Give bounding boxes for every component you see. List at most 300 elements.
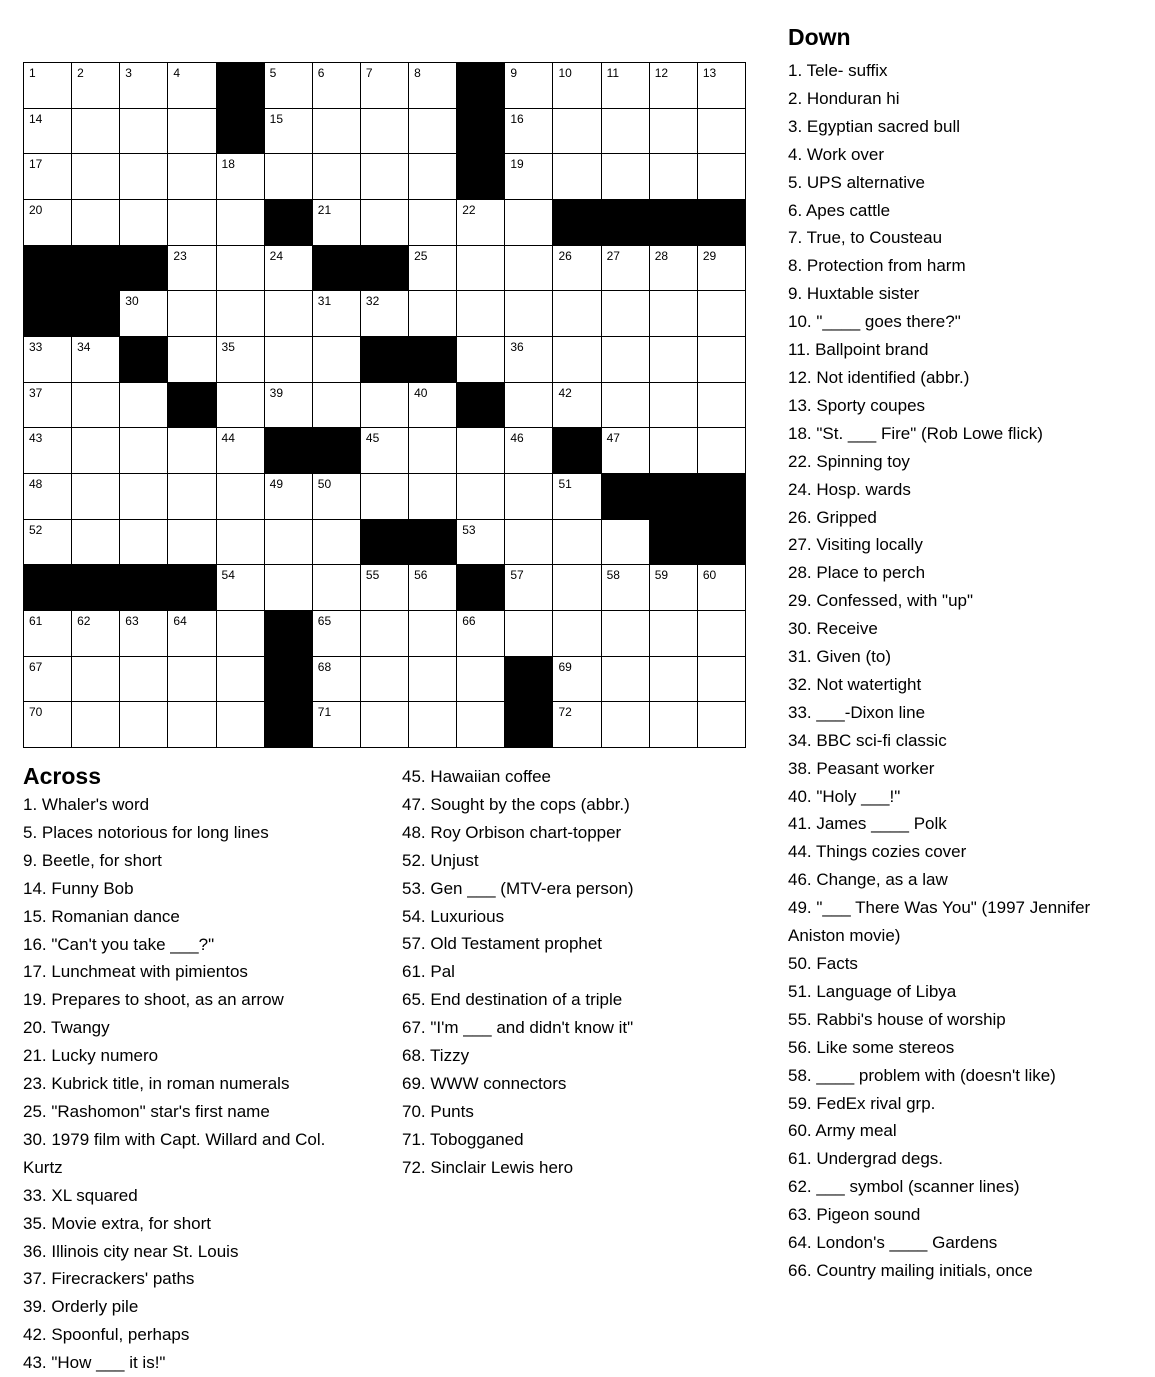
grid-cell[interactable]	[457, 611, 504, 656]
grid-cell[interactable]	[168, 246, 215, 291]
clue-item: 36. Illinois city near St. Louis	[23, 1241, 239, 1261]
black-square	[120, 337, 167, 382]
grid-cell[interactable]	[553, 246, 600, 291]
clue-item: 41. James ____ Polk	[788, 814, 947, 834]
across-clue-list-1	[23, 791, 393, 1377]
clue-item: 31. Given (to)	[788, 647, 891, 667]
clue-item: 21. Lucky numero	[23, 1046, 159, 1066]
grid-cell[interactable]	[698, 383, 745, 428]
grid-cell[interactable]	[72, 474, 119, 519]
grid-cell[interactable]	[602, 109, 649, 154]
grid-cell[interactable]	[265, 474, 312, 519]
clue-number: 60	[702, 568, 717, 583]
black-square	[698, 200, 745, 245]
grid-cell[interactable]	[217, 702, 264, 747]
grid-cell[interactable]	[602, 520, 649, 565]
grid-cell[interactable]	[313, 702, 360, 747]
clue-number: 28	[654, 248, 669, 263]
grid-cell[interactable]	[361, 428, 408, 473]
grid-cell[interactable]	[361, 657, 408, 702]
clue-item: 42. Spoonful, perhaps	[23, 1325, 190, 1345]
clue-item: 25. "Rashomon" star's first name	[23, 1101, 270, 1121]
grid-cell[interactable]	[24, 200, 71, 245]
grid-cell[interactable]	[361, 109, 408, 154]
grid-cell[interactable]	[24, 702, 71, 747]
grid-cell[interactable]	[265, 520, 312, 565]
grid-cell[interactable]	[168, 337, 215, 382]
grid-cell[interactable]	[361, 63, 408, 108]
clue-item: 29. Confessed, with "up"	[788, 591, 974, 611]
grid-cell[interactable]	[602, 63, 649, 108]
grid-cell[interactable]	[698, 63, 745, 108]
clue-item: 10. "____ goes there?"	[788, 312, 961, 332]
grid-cell[interactable]	[217, 246, 264, 291]
clue-item: 56. Like some stereos	[788, 1037, 955, 1057]
clue-item: 39. Orderly pile	[23, 1297, 139, 1317]
grid-cell[interactable]	[168, 611, 215, 656]
grid-cell[interactable]	[120, 702, 167, 747]
clue-item: 37. Firecrackers' paths	[23, 1269, 195, 1289]
black-square	[24, 246, 71, 291]
grid-cell[interactable]	[24, 63, 71, 108]
clue-item: 67. "I'm ___ and didn't know it"	[402, 1018, 634, 1038]
clue-item: 1. Whaler's word	[23, 795, 150, 814]
grid-cell[interactable]	[217, 337, 264, 382]
grid-cell[interactable]	[72, 611, 119, 656]
grid-cell[interactable]	[24, 520, 71, 565]
grid-cell[interactable]	[24, 109, 71, 154]
clue-number: 49	[269, 477, 284, 491]
grid-cell[interactable]	[313, 520, 360, 565]
clue-item: 62. ___ symbol (scanner lines)	[788, 1177, 1020, 1197]
grid-cell[interactable]	[72, 337, 119, 382]
clue-item: Kurtz	[23, 1157, 63, 1177]
grid-cell[interactable]	[217, 291, 264, 336]
grid-cell[interactable]	[265, 154, 312, 199]
clue-item: 30. 1979 film with Capt. Willard and Col.	[23, 1129, 326, 1149]
grid-cell[interactable]	[168, 109, 215, 154]
clue-number: 7	[365, 66, 373, 80]
clue-number: 17	[29, 157, 43, 172]
black-square	[265, 611, 312, 656]
grid-cell[interactable]	[120, 291, 167, 336]
clue-item: 27. Visiting locally	[788, 535, 923, 555]
grid-cell[interactable]	[650, 154, 697, 199]
grid-cell[interactable]	[313, 474, 360, 519]
grid-cell[interactable]	[217, 428, 264, 473]
grid-cell[interactable]	[650, 383, 697, 428]
grid-cell[interactable]	[602, 428, 649, 473]
grid-cell[interactable]	[265, 109, 312, 154]
clue-item: 55. Rabbi's house of worship	[788, 1009, 1006, 1029]
grid-cell[interactable]	[313, 383, 360, 428]
clue-number: 24	[269, 248, 284, 263]
clue-item: 6. Apes cattle	[788, 200, 891, 220]
grid-cell[interactable]	[553, 474, 600, 519]
grid-cell[interactable]	[457, 702, 504, 747]
grid-cell[interactable]	[24, 154, 71, 199]
grid-cell[interactable]	[650, 337, 697, 382]
grid-cell[interactable]	[553, 702, 600, 747]
clue-number: 32	[365, 294, 380, 309]
grid-cell[interactable]	[409, 109, 456, 154]
grid-cell[interactable]	[72, 702, 119, 747]
grid-cell[interactable]	[265, 63, 312, 108]
grid-cell[interactable]	[553, 657, 600, 702]
clue-item: 9. Beetle, for short	[23, 850, 162, 870]
clue-item: 9. Huxtable sister	[788, 284, 920, 304]
clue-item: 49. "___ There Was You" (1997 Jennifer	[788, 898, 1091, 918]
grid-cell[interactable]	[650, 63, 697, 108]
grid-cell[interactable]	[120, 63, 167, 108]
grid-cell[interactable]	[265, 246, 312, 291]
black-square	[217, 63, 264, 108]
clue-number: 26	[558, 248, 572, 263]
grid-cell[interactable]	[168, 474, 215, 519]
grid-cell[interactable]	[553, 383, 600, 428]
grid-cell[interactable]	[553, 63, 600, 108]
grid-cell[interactable]	[120, 657, 167, 702]
clue-item: 30. Receive	[788, 619, 878, 639]
clue-number: 37	[29, 385, 43, 400]
clue-number: 56	[414, 568, 428, 583]
grid-cell[interactable]	[24, 657, 71, 702]
grid-cell[interactable]	[553, 520, 600, 565]
grid-cell[interactable]	[409, 565, 456, 610]
clue-number: 23	[173, 248, 187, 263]
grid-cell[interactable]	[505, 611, 552, 656]
black-square	[217, 109, 264, 154]
clue-number: 62	[77, 614, 91, 628]
grid-cell[interactable]	[120, 383, 167, 428]
grid-cell[interactable]	[505, 246, 552, 291]
clue-item: 69. WWW connectors	[402, 1073, 567, 1093]
grid-cell[interactable]	[24, 383, 71, 428]
clue-item: 72. Sinclair Lewis hero	[402, 1157, 574, 1177]
black-square	[602, 474, 649, 519]
clue-number: 54	[221, 568, 235, 583]
grid-cell[interactable]	[602, 154, 649, 199]
grid-cell[interactable]	[409, 200, 456, 245]
grid-cell[interactable]	[313, 109, 360, 154]
grid-cell[interactable]	[313, 63, 360, 108]
grid-cell[interactable]	[265, 291, 312, 336]
grid-cell[interactable]	[217, 200, 264, 245]
grid-cell[interactable]	[120, 200, 167, 245]
clue-item: 17. Lunchmeat with pimientos	[23, 962, 248, 982]
grid-cell[interactable]	[217, 383, 264, 428]
clue-item: 11. Ballpoint brand	[788, 340, 929, 360]
grid-cell[interactable]	[217, 611, 264, 656]
across-clue-list-2	[402, 763, 772, 1182]
grid-cell[interactable]	[217, 657, 264, 702]
grid-cell[interactable]	[265, 383, 312, 428]
clue-number: 9	[510, 66, 518, 80]
grid-cell[interactable]	[505, 383, 552, 428]
clue-number: 27	[606, 248, 620, 263]
grid-cell[interactable]	[24, 474, 71, 519]
grid-cell[interactable]	[120, 109, 167, 154]
grid-cell[interactable]	[505, 109, 552, 154]
black-square	[457, 565, 504, 610]
clue-number: 5	[269, 66, 277, 80]
grid-cell[interactable]	[650, 657, 697, 702]
black-square	[24, 565, 71, 610]
clue-number: 52	[29, 522, 43, 537]
grid-cell[interactable]	[602, 657, 649, 702]
grid-cell[interactable]	[505, 63, 552, 108]
grid-cell[interactable]	[120, 154, 167, 199]
black-square	[505, 702, 552, 747]
grid-cell[interactable]	[457, 474, 504, 519]
clue-number: 18	[221, 157, 235, 172]
grid-cell[interactable]	[72, 520, 119, 565]
clue-number: 1	[29, 66, 36, 80]
grid-cell[interactable]	[602, 337, 649, 382]
grid-cell[interactable]	[409, 154, 456, 199]
clue-number: 31	[317, 294, 332, 309]
grid-cell[interactable]	[361, 200, 408, 245]
grid-cell[interactable]	[553, 611, 600, 656]
grid-cell[interactable]	[120, 428, 167, 473]
clue-number: 19	[510, 157, 524, 172]
grid-cell[interactable]	[505, 200, 552, 245]
black-square	[457, 63, 504, 108]
clue-item: Aniston movie)	[788, 926, 901, 946]
grid-cell[interactable]	[72, 63, 119, 108]
grid-cell[interactable]	[602, 565, 649, 610]
clue-item: 14. Funny Bob	[23, 878, 134, 898]
clue-number: 30	[125, 294, 139, 309]
clue-item: 59. FedEx rival grp.	[788, 1093, 936, 1113]
clue-number: 8	[414, 66, 421, 80]
clue-item: 24. Hosp. wards	[788, 479, 911, 499]
grid-cell[interactable]	[72, 109, 119, 154]
grid-cell[interactable]	[313, 154, 360, 199]
grid-cell[interactable]	[168, 428, 215, 473]
grid-cell[interactable]	[168, 657, 215, 702]
clue-number: 36	[510, 340, 524, 354]
clue-item: 38. Peasant worker	[788, 758, 935, 778]
clue-number: 35	[221, 340, 235, 354]
grid-cell[interactable]	[602, 291, 649, 336]
clue-item: 20. Twangy	[23, 1018, 110, 1038]
grid-cell[interactable]	[505, 154, 552, 199]
grid-cell[interactable]	[553, 154, 600, 199]
grid-cell[interactable]	[457, 246, 504, 291]
grid-cell[interactable]	[361, 291, 408, 336]
grid-cell[interactable]	[698, 246, 745, 291]
grid-cell[interactable]	[361, 702, 408, 747]
grid-cell[interactable]	[602, 611, 649, 656]
grid-cell[interactable]	[313, 200, 360, 245]
grid-cell[interactable]	[409, 291, 456, 336]
grid-cell[interactable]	[361, 565, 408, 610]
black-square	[24, 291, 71, 336]
clue-number: 55	[365, 568, 380, 583]
grid-cell[interactable]	[168, 63, 215, 108]
grid-cell[interactable]	[72, 657, 119, 702]
grid-cell[interactable]	[698, 657, 745, 702]
grid-cell[interactable]	[602, 383, 649, 428]
grid-cell[interactable]	[505, 474, 552, 519]
clue-number: 4	[173, 66, 181, 80]
clue-item: 52. Unjust	[402, 850, 479, 870]
grid-cell[interactable]	[72, 200, 119, 245]
black-square	[265, 428, 312, 473]
clue-item: 44. Things cozies cover	[788, 842, 967, 862]
grid-cell[interactable]	[698, 291, 745, 336]
grid-cell[interactable]	[650, 246, 697, 291]
grid-cell[interactable]	[24, 611, 71, 656]
grid-cell[interactable]	[698, 428, 745, 473]
black-square	[72, 246, 119, 291]
clue-item: 3. Egyptian sacred bull	[788, 116, 960, 136]
grid-cell[interactable]	[409, 611, 456, 656]
grid-cell[interactable]	[409, 702, 456, 747]
grid-cell[interactable]	[505, 565, 552, 610]
grid-cell[interactable]	[168, 520, 215, 565]
clue-number: 57	[510, 568, 524, 583]
clue-item: 53. Gen ___ (MTV-era person)	[402, 878, 634, 898]
clue-number: 65	[317, 614, 332, 628]
clue-number: 16	[510, 111, 524, 126]
grid-cell[interactable]	[505, 520, 552, 565]
clue-number: 6	[317, 66, 325, 80]
clue-item: 19. Prepares to shoot, as an arrow	[23, 990, 284, 1010]
grid-cell[interactable]	[650, 109, 697, 154]
grid-cell[interactable]	[120, 611, 167, 656]
grid-cell[interactable]	[72, 383, 119, 428]
clue-number: 40	[414, 385, 428, 400]
grid-cell[interactable]	[217, 520, 264, 565]
clue-item: 28. Place to perch	[788, 563, 926, 583]
grid-cell[interactable]	[457, 520, 504, 565]
grid-cell[interactable]	[313, 291, 360, 336]
grid-cell[interactable]	[217, 474, 264, 519]
grid-cell[interactable]	[265, 337, 312, 382]
grid-cell[interactable]	[553, 291, 600, 336]
grid-cell[interactable]	[457, 337, 504, 382]
grid-cell[interactable]	[650, 291, 697, 336]
grid-cell[interactable]	[698, 565, 745, 610]
grid-cell[interactable]	[650, 611, 697, 656]
grid-cell[interactable]	[409, 474, 456, 519]
grid-cell[interactable]	[553, 337, 600, 382]
grid-cell[interactable]	[361, 474, 408, 519]
grid-cell[interactable]	[650, 702, 697, 747]
grid-cell[interactable]	[168, 154, 215, 199]
clue-item: 33. ___-Dixon line	[788, 702, 926, 722]
grid-cell[interactable]	[553, 565, 600, 610]
grid-cell[interactable]	[505, 428, 552, 473]
grid-cell[interactable]	[168, 702, 215, 747]
clue-item: 47. Sought by the cops (abbr.)	[402, 794, 630, 814]
grid-cell[interactable]	[24, 337, 71, 382]
grid-cell[interactable]	[168, 291, 215, 336]
grid-cell[interactable]	[313, 657, 360, 702]
grid-cell[interactable]	[698, 154, 745, 199]
grid-cell[interactable]	[313, 337, 360, 382]
grid-cell[interactable]	[602, 246, 649, 291]
grid-cell[interactable]	[650, 428, 697, 473]
grid-cell[interactable]	[313, 565, 360, 610]
grid-cell[interactable]	[217, 154, 264, 199]
grid-cell[interactable]	[24, 428, 71, 473]
clue-item: 60. Army meal	[788, 1121, 897, 1141]
clue-item: 35. Movie extra, for short	[23, 1213, 212, 1233]
clue-item: 2. Honduran hi	[788, 88, 900, 108]
clue-number: 51	[558, 477, 572, 491]
grid-cell[interactable]	[217, 565, 264, 610]
clue-item: 16. "Can't you take ___?"	[23, 934, 215, 954]
grid-cell[interactable]	[72, 154, 119, 199]
grid-cell[interactable]	[265, 565, 312, 610]
clue-number: 50	[317, 477, 332, 491]
grid-cell[interactable]	[168, 200, 215, 245]
clue-number: 42	[558, 385, 572, 400]
grid-cell[interactable]	[120, 520, 167, 565]
clue-item: 13. Sporty coupes	[788, 395, 926, 415]
grid-cell[interactable]	[505, 337, 552, 382]
grid-cell[interactable]	[409, 63, 456, 108]
grid-cell[interactable]	[361, 383, 408, 428]
clue-item: 7. True, to Cousteau	[788, 228, 943, 248]
clue-number: 68	[317, 659, 332, 674]
grid-cell[interactable]	[409, 383, 456, 428]
black-square	[650, 520, 697, 565]
grid-cell[interactable]	[457, 428, 504, 473]
black-square	[698, 520, 745, 565]
clue-item: 64. London's ____ Gardens	[788, 1233, 998, 1253]
grid-cell[interactable]	[72, 428, 119, 473]
grid-cell[interactable]	[120, 474, 167, 519]
grid-cell[interactable]	[457, 291, 504, 336]
grid-cell[interactable]	[698, 702, 745, 747]
grid-cell[interactable]	[361, 611, 408, 656]
grid-cell[interactable]	[553, 109, 600, 154]
grid-cell[interactable]	[698, 109, 745, 154]
grid-cell[interactable]	[602, 702, 649, 747]
black-square	[72, 291, 119, 336]
clue-item: 66. Country mailing initials, once	[788, 1260, 1033, 1280]
clue-number: 53	[462, 522, 476, 537]
grid-cell[interactable]	[505, 291, 552, 336]
grid-cell[interactable]	[457, 200, 504, 245]
clue-item: 71. Tobogganed	[402, 1129, 524, 1149]
grid-cell[interactable]	[409, 657, 456, 702]
grid-cell[interactable]	[361, 154, 408, 199]
clue-number: 39	[269, 385, 284, 400]
clue-item: 33. XL squared	[23, 1185, 138, 1205]
clue-number: 58	[606, 568, 620, 583]
grid-cell[interactable]	[698, 337, 745, 382]
clue-number: 22	[462, 203, 476, 217]
black-square	[553, 200, 600, 245]
clue-item: 50. Facts	[788, 954, 858, 973]
grid-cell[interactable]	[409, 246, 456, 291]
grid-cell[interactable]	[313, 611, 360, 656]
down-heading: Down	[788, 24, 851, 50]
clue-item: 70. Punts	[402, 1101, 474, 1121]
grid-cell[interactable]	[650, 565, 697, 610]
clue-number: 67	[29, 659, 43, 674]
clue-number: 70	[29, 705, 43, 720]
clue-item: 12. Not identified (abbr.)	[788, 367, 970, 387]
grid-cell[interactable]	[698, 611, 745, 656]
grid-cell[interactable]	[457, 657, 504, 702]
grid-cell[interactable]	[409, 428, 456, 473]
